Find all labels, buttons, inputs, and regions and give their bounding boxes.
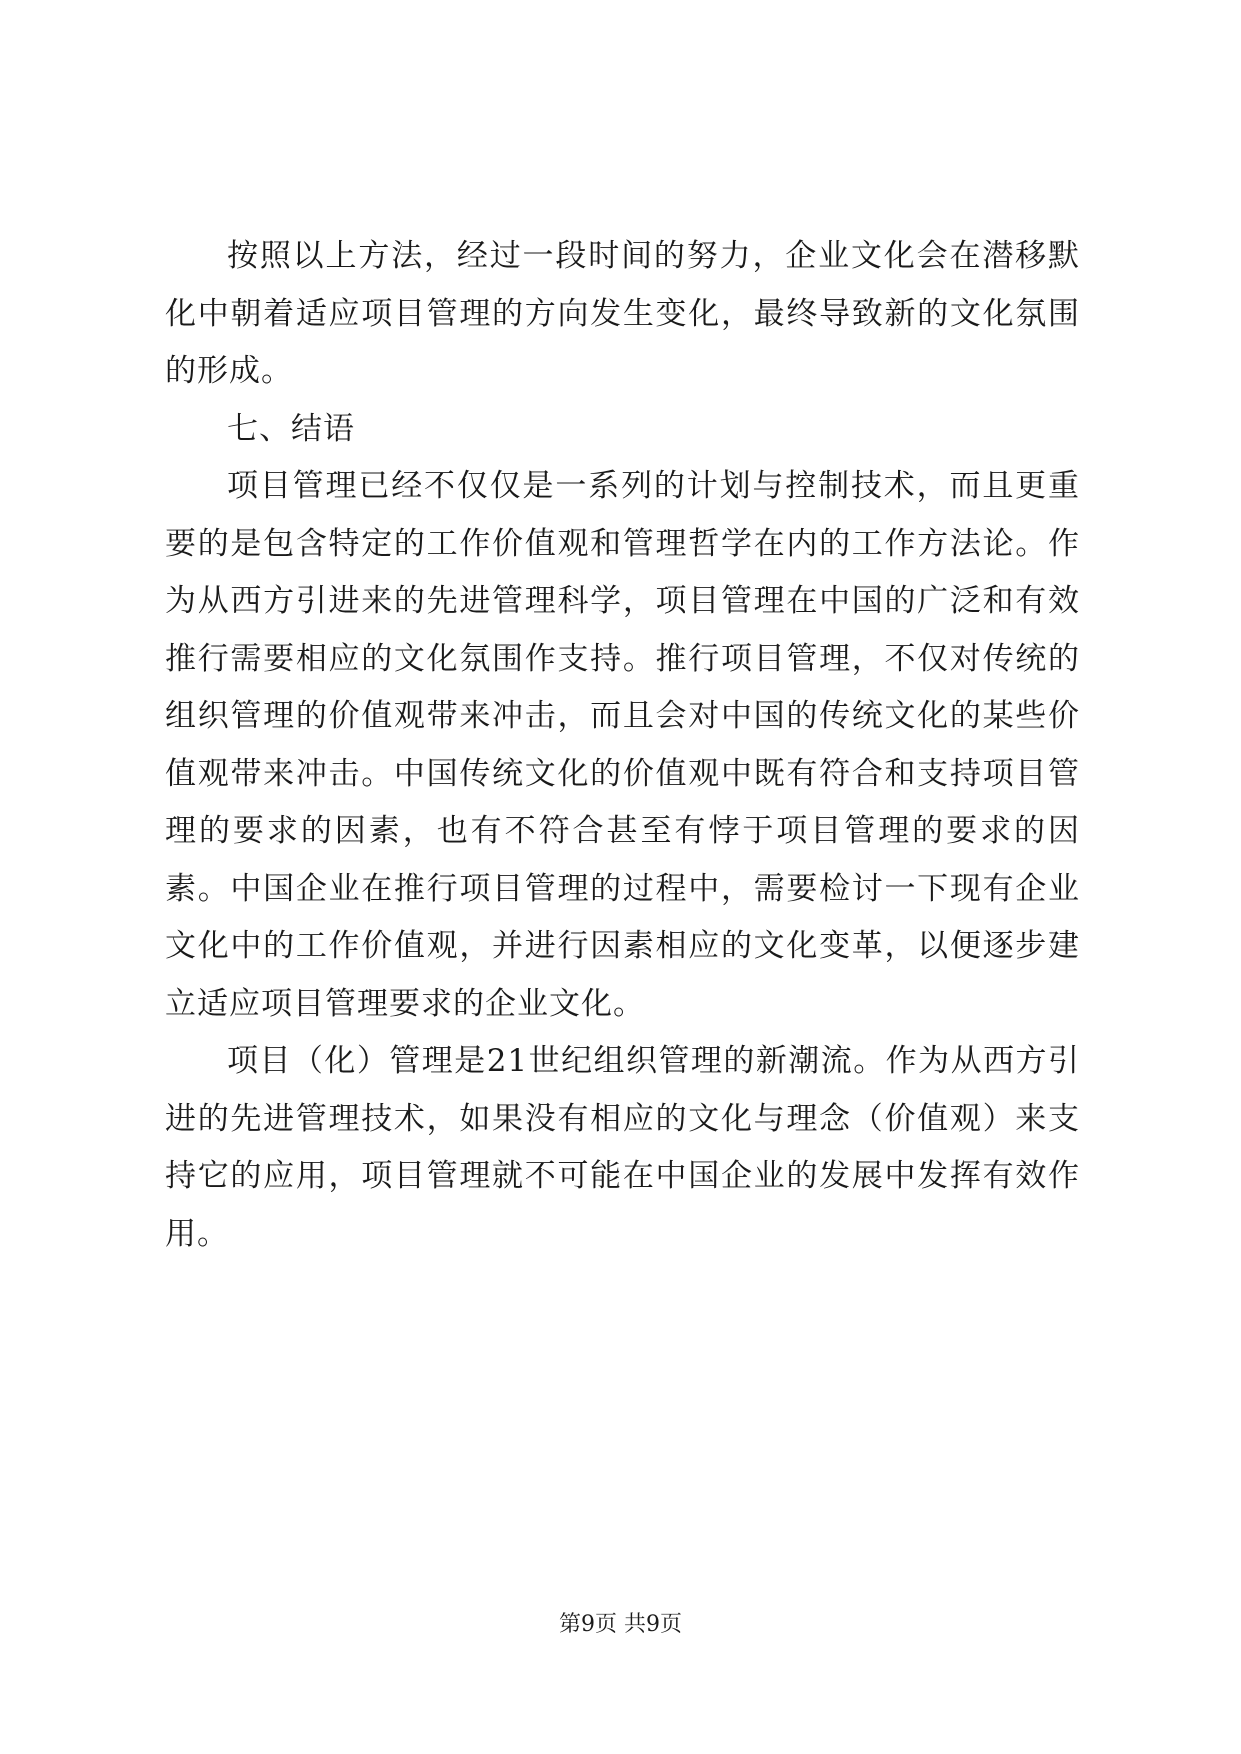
paragraph-project-management: 项目管理已经不仅仅是一系列的计划与控制技术，而且更重要的是包含特定的工作价值观和管理哲学在内的工作方法论。作为从西方引进来的先进管理科学，项目管理在中国的广泛和有效推行需要相应的文化氛围作支持。推行项目管理，不仅对传统的组织管理的价值观带来冲击，而且会对中国的传统文化的某些价值观带来冲击。中国传统文化的价值观中既有符合和支持项目管理的要求的因素，也有不符合甚至有悖于项目管理的要求的因素。中国企业在推行项目管理的过程中，需要检讨一下现有企业文化中的工作价值观，并进行因素相应的文化变革，以便逐步建立适应项目管理要求的企业文化。: [165, 468, 1080, 1022]
paragraph-conclusion-intro: 按照以上方法，经过一段时间的努力，企业文化会在潜移默化中朝着适应项目管理的方向发生变化，最终导致新的文化氛围的形成。: [165, 238, 1080, 389]
section-heading: 七、结语: [227, 410, 355, 447]
page-footer: 第9页 共9页: [559, 1612, 682, 1637]
paragraph-21st-century: 项目（化）管理是21世纪组织管理的新潮流。作为从西方引进的先进管理技术，如果没有相应的文化与理念（价值观）来支持它的应用，项目管理就不可能在中国企业的发展中发挥有效作用。: [165, 1043, 1080, 1252]
document-body: [165, 228, 1080, 1263]
